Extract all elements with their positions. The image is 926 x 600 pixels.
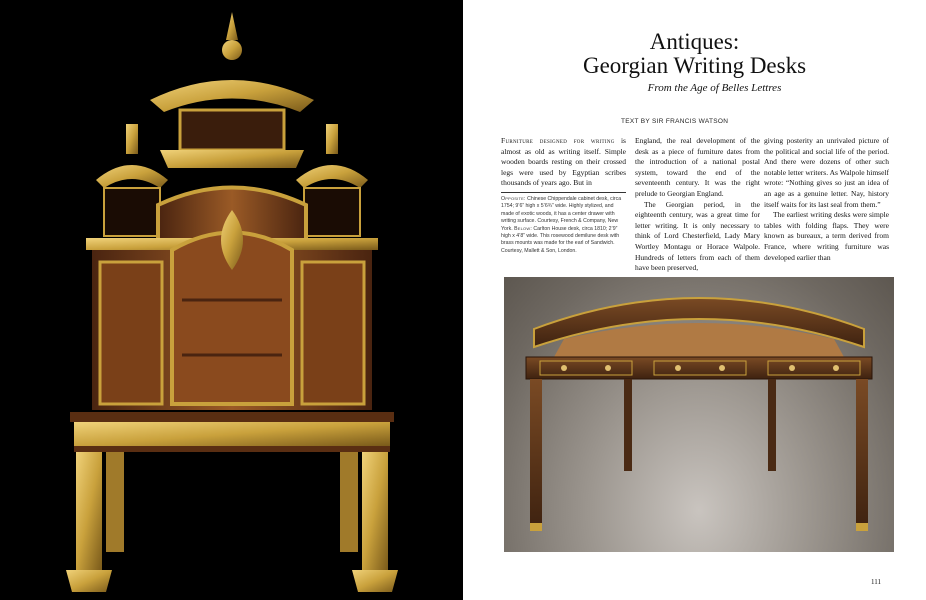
lead-in-caps: Furniture designed for writing	[501, 136, 615, 145]
column-2	[635, 136, 760, 274]
column-3	[764, 136, 889, 263]
column-2-paragraph-1: England, the real development of the desk as a piece of furniture dates from the introduction of a national postal system, toward the end of the seventeenth century. It was the right prelude to Georgian England.	[635, 136, 760, 198]
article-title-line-1: Antiques:	[649, 29, 740, 54]
carlton-house-desk-photo	[504, 277, 894, 552]
photo-caption	[501, 196, 626, 255]
column-1-text: is almost as old as writing itself. Simple wooden boards resting on their crossed legs were used by Egyptian scribes thousands of years ago. But in	[501, 136, 626, 188]
byline: TEXT BY SIR FRANCIS WATSON	[621, 118, 729, 125]
column-1-paragraph	[501, 136, 626, 189]
article-page	[463, 0, 926, 600]
caption-text-below: Carlton House desk, circa 1810; 2’9” high x 4’8” wide. This rosewood demilune desk with brass mounts was made for the earl of Sandwich. Courtesy, Mallett & Son, London.	[501, 225, 620, 254]
column-1	[501, 136, 626, 189]
article-title-line-2: Georgian Writing Desks	[582, 53, 807, 78]
column-3-paragraph-1: giving posterity an unrivaled picture of the political and social life of the period. And there were dozens of other such notable letter writers. As Walpole himself wrote: “Nothing gives so just an idea of an age as a genuine letter. Nay, history itself waits for its last seal from them.”	[764, 136, 889, 209]
caption-rule	[501, 192, 626, 193]
page-number: 111	[871, 578, 881, 586]
column-2-paragraph-2: The Georgian period, in the eighteenth century, was a great time for letter writing. It is only necessary to think of Lord Chesterfield, Lady Mary Wortley Montagu or Horace Walpole. Hundreds of letters from each of them have been preserved,	[635, 199, 760, 273]
carlton-house-desk-illustration	[504, 277, 894, 552]
article-subtitle: From the Age of Belles Lettres	[647, 82, 782, 94]
caption-label-below: Below:	[514, 225, 532, 232]
article-title	[463, 30, 926, 78]
caption-label-opposite: Opposite:	[501, 196, 526, 202]
caption-text-opposite: Chinese Chippendale cabinet desk, circa 1754; 9’6” high x 5’6¾” wide. Highly stylized, and made of exotic woods, it has a center drawer with writing surface. Courtesy, French & Company, New York.	[501, 196, 622, 232]
column-3-paragraph-2: The earliest writing desks were simple tables with folding flaps. They were known as bureaux, a term derived from France, where writing furniture was developed earlier than	[764, 210, 889, 262]
